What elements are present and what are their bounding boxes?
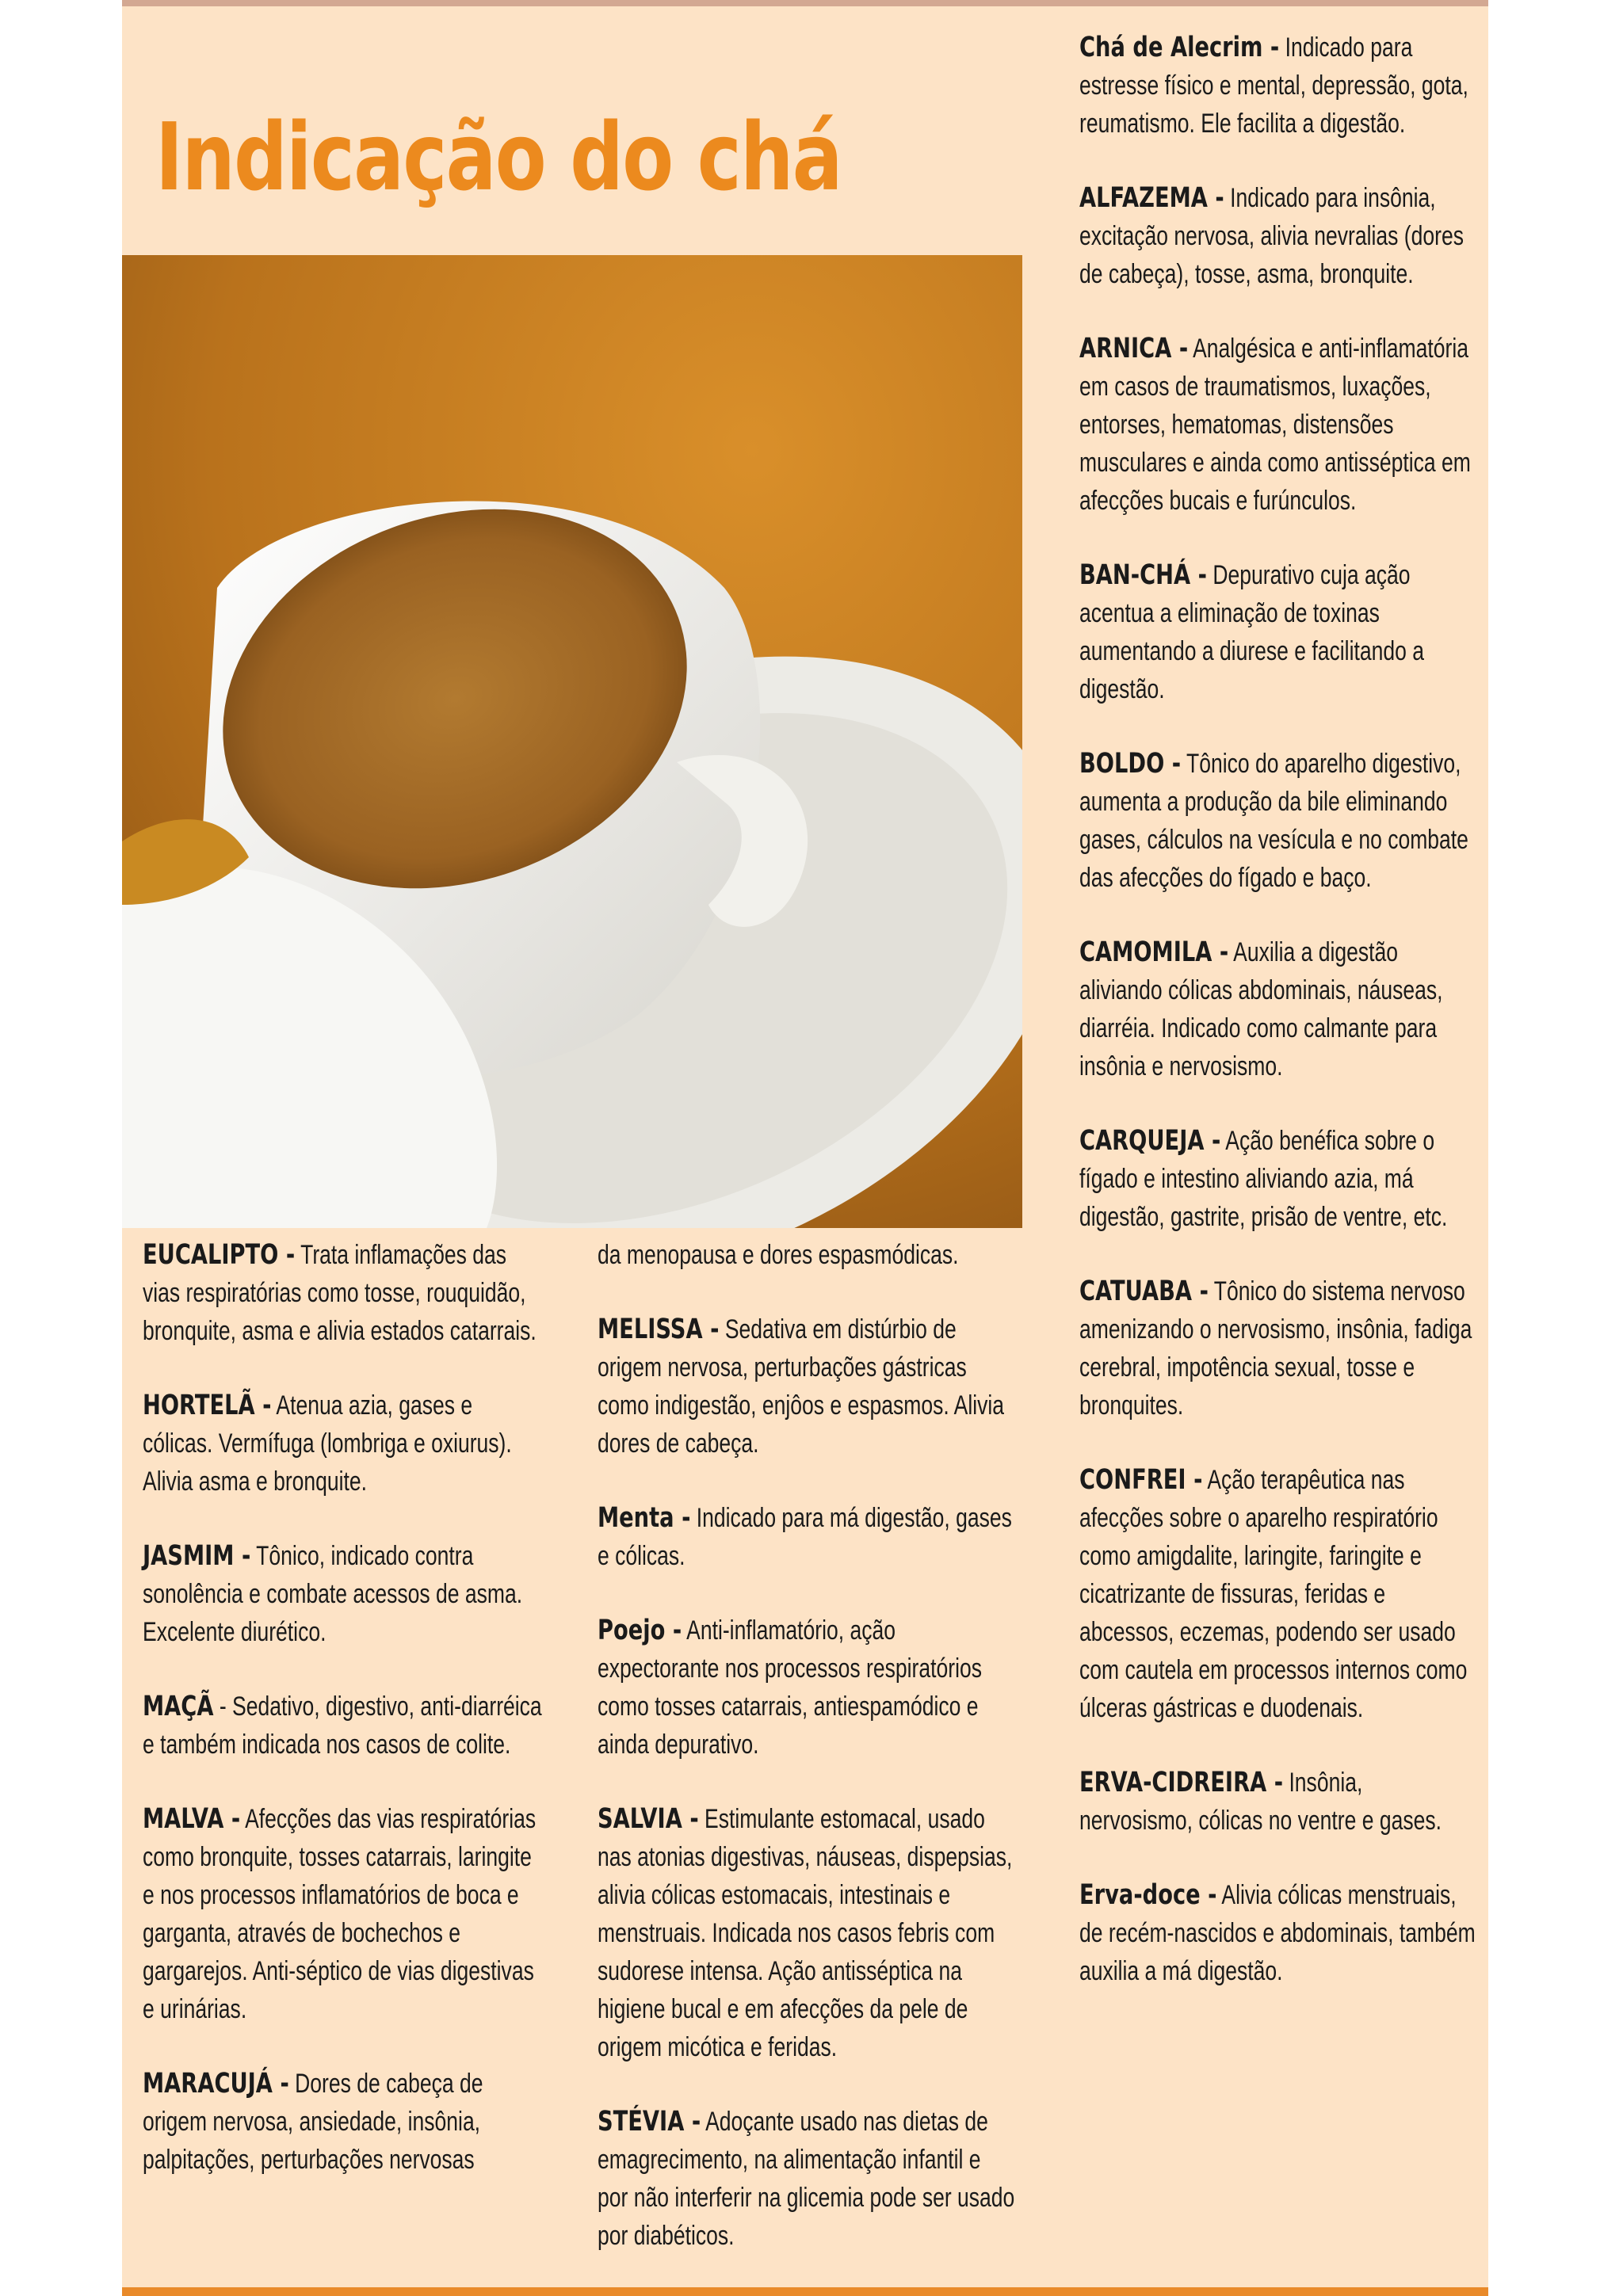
tea-name: ALFAZEMA - bbox=[1079, 182, 1224, 214]
tea-name: Chá de Alecrim - bbox=[1079, 32, 1280, 63]
tea-name: CONFREI - bbox=[1079, 1464, 1203, 1496]
tea-name: EUCALIPTO - bbox=[143, 1239, 296, 1271]
tea-description: Ação terapêutica nas afecções sobre o aparelho respiratório como amigdalite, laringite, faringite e cicatrizante de fissuras, feridas e abcessos, eczemas, podendo ser usado com cautela em processos internos como úlceras gástricas e duodenais. bbox=[1079, 1465, 1468, 1723]
tea-description: Anti-inflamatório, ação expectorante nos processos respiratórios como tosses catarrais, antiespamódico e ainda depurativo. bbox=[598, 1615, 982, 1760]
tea-description: Indicado para insônia, excitação nervosa, alivia nevralias (dores de cabeça), tosse, asma, bronquite. bbox=[1079, 183, 1464, 289]
tea-description: Atenua azia, gases e cólicas. Vermífuga (lombriga e oxiurus). Alivia asma e bronquite. bbox=[143, 1390, 512, 1497]
tea-entry bbox=[1079, 1764, 1478, 1840]
continuation-text: da menopausa e dores espasmódicas. bbox=[598, 1240, 959, 1270]
tea-description: Trata inflamações das vias respiratórias como tosse, rouquidão, bronquite, asma e alivia estados catarrais. bbox=[143, 1240, 537, 1346]
tea-name: HORTELÃ - bbox=[143, 1390, 272, 1421]
tea-entry bbox=[598, 1499, 1017, 1575]
teacup-photo bbox=[122, 255, 1022, 1228]
tea-name: ARNICA - bbox=[1079, 333, 1189, 364]
tea-description: - Sedativo, digestivo, anti-diarréica e também indicada nos casos de colite. bbox=[143, 1691, 542, 1760]
tea-name: MARACUJÁ - bbox=[143, 2068, 289, 2100]
teacup-illustration bbox=[122, 255, 1022, 1228]
tea-entry bbox=[1079, 933, 1478, 1085]
tea-name: CARQUEJA - bbox=[1079, 1125, 1221, 1157]
tea-description: Dores de cabeça de origem nervosa, ansiedade, insônia, palpitações, perturbações nervosas bbox=[143, 2069, 483, 2175]
tea-description: Adoçante usado nas dietas de emagrecimento, na alimentação infantil e por não interferir na glicemia pode ser usado por diabéticos. bbox=[598, 2107, 1015, 2251]
tea-description: Estimulante estomacal, usado nas atonias digestivas, náuseas, dispepsias, alivia cólicas estomacais, intestinais e menstruais. Indicada nos casos febris com sudorese intensa. Ação antisséptica na higiene bucal e em afecções da pele de origem micótica e feridas. bbox=[598, 1804, 1013, 2062]
tea-description: Indicado para estresse físico e mental, depressão, gota, reumatismo. Ele facilita a digestão. bbox=[1079, 32, 1468, 139]
middle-column bbox=[598, 1236, 1018, 2291]
tea-name: SALVIA - bbox=[598, 1803, 699, 1835]
tea-entry bbox=[1079, 1272, 1478, 1425]
tea-description: Depurativo cuja ação acentua a eliminação de toxinas aumentando a diurese e facilitando a digestão. bbox=[1079, 560, 1424, 704]
tea-name: MELISSA - bbox=[598, 1314, 720, 1345]
left-column bbox=[143, 1236, 547, 2215]
tea-entry bbox=[143, 1537, 546, 1651]
tea-description: Sedativa em distúrbio de origem nervosa, perturbações gástricas como indigestão, enjôos e espasmos. Alivia dores de cabeça. bbox=[598, 1314, 1005, 1459]
page-title: Indicação do chá bbox=[155, 102, 842, 212]
tea-entry bbox=[1079, 29, 1478, 143]
tea-entry bbox=[1079, 330, 1478, 520]
tea-name: BOLDO - bbox=[1079, 748, 1182, 780]
tea-description: Tônico do aparelho digestivo, aumenta a produção da bile eliminando gases, cálculos na vesícula e no combate das afecções do fígado e baço. bbox=[1079, 749, 1468, 893]
tea-entry bbox=[143, 2065, 546, 2179]
tea-entry bbox=[598, 1800, 1017, 2066]
tea-entry bbox=[143, 1236, 546, 1350]
tea-name: STÉVIA - bbox=[598, 2106, 701, 2138]
tea-entry bbox=[598, 2103, 1017, 2255]
right-column bbox=[1079, 29, 1479, 2027]
tea-name: CATUABA - bbox=[1079, 1276, 1209, 1307]
tea-entry bbox=[1079, 1122, 1478, 1236]
tea-entry bbox=[1079, 745, 1478, 897]
top-rule bbox=[122, 0, 1488, 6]
tea-description: Tônico do sistema nervoso amenizando o nervosismo, insônia, fadiga cerebral, impotência sexual, tosse e bronquites. bbox=[1079, 1276, 1472, 1421]
tea-entry bbox=[143, 1386, 546, 1501]
tea-entry bbox=[143, 1800, 546, 2028]
tea-entry bbox=[598, 1611, 1017, 1764]
tea-name: ERVA-CIDREIRA - bbox=[1079, 1767, 1284, 1798]
tea-entry bbox=[1079, 179, 1478, 293]
tea-name: Menta - bbox=[598, 1502, 691, 1534]
tea-description: Insônia, nervosismo, cólicas no ventre e gases. bbox=[1079, 1768, 1442, 1836]
tea-name: MALVA - bbox=[143, 1803, 241, 1835]
tea-entry bbox=[1079, 1876, 1478, 1990]
tea-name: Erva-doce - bbox=[1079, 1879, 1217, 1911]
tea-name: MAÇÃ bbox=[143, 1691, 214, 1722]
tea-entry bbox=[1079, 556, 1478, 708]
tea-description: Analgésica e anti-inflamatória em casos de traumatismos, luxações, entorses, hematomas, distensões musculares e ainda como antisséptica em afecções bucais e furúnculos. bbox=[1079, 334, 1471, 516]
tea-entry bbox=[143, 1688, 546, 1764]
tea-name: CAMOMILA - bbox=[1079, 936, 1229, 968]
tea-entry bbox=[598, 1310, 1017, 1463]
tea-description: Alivia cólicas menstruais, de recém-nascidos e abdominais, também auxilia a má digestão. bbox=[1079, 1880, 1476, 1986]
tea-name: BAN-CHÁ - bbox=[1079, 559, 1207, 591]
tea-description: Tônico, indicado contra sonolência e combate acessos de asma. Excelente diurético. bbox=[143, 1541, 523, 1647]
tea-description: Afecções das vias respiratórias como bronquite, tosses catarrais, laringite e nos processos inflamatórios de boca e garganta, através de bochechos e gargarejos. Anti-séptico de vias digestivas e urinárias. bbox=[143, 1804, 537, 2024]
tea-name: Poejo - bbox=[598, 1615, 682, 1646]
tea-description: Auxilia a digestão aliviando cólicas abdominais, náuseas, diarréia. Indicado como calmante para insônia e nervosismo. bbox=[1079, 937, 1443, 1081]
tea-description: Ação benéfica sobre o fígado e intestino aliviando azia, má digestão, gastrite, prisão de ventre, etc. bbox=[1079, 1126, 1448, 1232]
tea-entry bbox=[1079, 1461, 1478, 1727]
tea-description: Indicado para má digestão, gases e cólicas. bbox=[598, 1503, 1012, 1571]
tea-name: JASMIM - bbox=[143, 1540, 251, 1572]
